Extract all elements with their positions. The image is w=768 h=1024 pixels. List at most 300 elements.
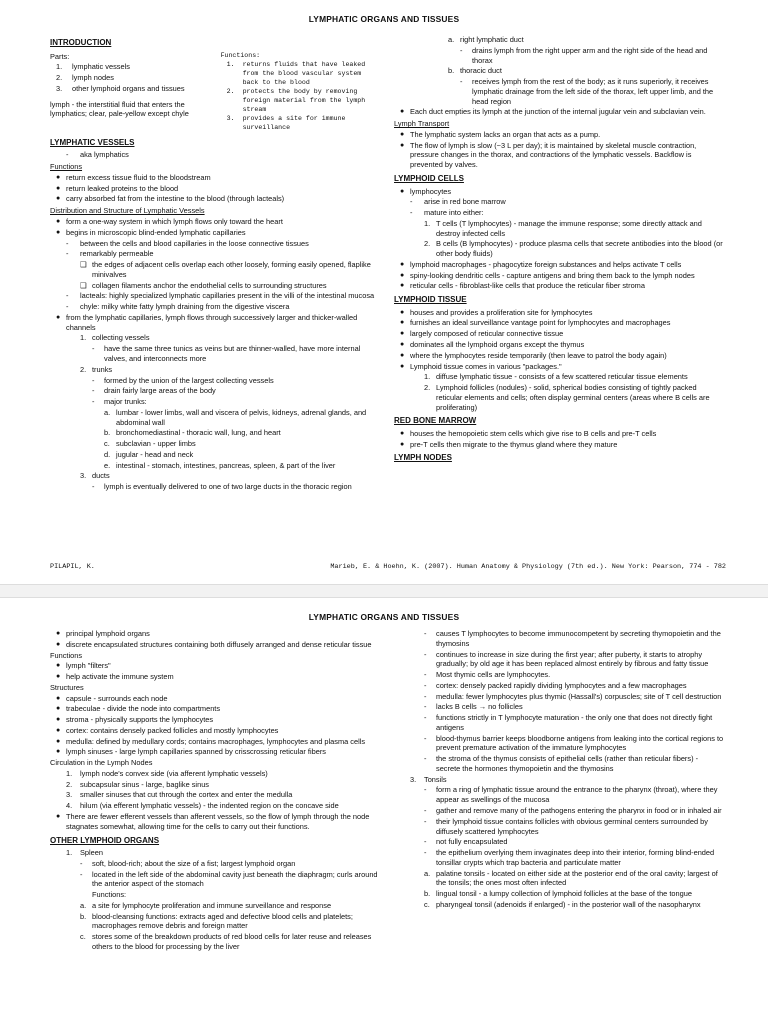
list-marker: - <box>424 691 427 701</box>
list-item <box>221 61 378 87</box>
list-item <box>394 889 724 899</box>
list-item <box>394 702 724 712</box>
list-marker: 1. <box>66 768 73 778</box>
list-item-text: cortex: contains densely packed follicles and mostly lymphocytes <box>66 725 279 735</box>
list-marker: a. <box>104 407 111 417</box>
list-item-text: lymph "filters" <box>66 661 111 671</box>
section-heading: LYMPHOID TISSUE <box>394 295 467 305</box>
list-item <box>50 801 378 811</box>
list-marker: ● <box>400 362 405 370</box>
list-marker: - <box>460 77 463 87</box>
list-item <box>394 440 724 450</box>
list-item <box>394 46 724 66</box>
list-item-text: chyle: milky white fatty lymph draining from the digestive viscera <box>80 302 290 312</box>
list-marker: ● <box>400 130 405 138</box>
list-marker: - <box>424 713 427 723</box>
list-marker: b. <box>80 911 87 921</box>
list-item-text: continues to increase in size during the first year; after puberty, it starts to atrophy gradually; by old age it has been replaced almost entirely by fibrous and fatty tissue <box>436 649 709 669</box>
parts-label: Parts: <box>50 51 70 61</box>
list-marker: - <box>460 45 463 55</box>
list-item <box>50 397 378 407</box>
list-item-text: palatine tonsils - located on either side at the posterior end of the oral cavity; largest of the tonsils; the ones most often infected <box>436 868 718 888</box>
list-marker: d. <box>104 449 111 459</box>
list-marker: - <box>424 806 427 816</box>
list-marker: ● <box>400 187 405 195</box>
list-item-text: major trunks: <box>104 397 147 407</box>
list-marker: 1. <box>66 848 73 858</box>
list-marker: - <box>424 702 427 712</box>
list-item <box>50 912 378 932</box>
list-item <box>394 900 724 910</box>
list-item-text: intestinal - stomach, intestines, pancreas, spleen, & part of the liver <box>116 460 336 470</box>
list-marker: ● <box>56 640 61 648</box>
list-item-text: causes T lymphocytes to become immunocompetent by secreting thymopoietin and the thymosins <box>436 629 721 648</box>
list-item <box>394 372 724 382</box>
list-marker: ● <box>56 313 61 321</box>
list-item-text: B cells (B lymphocytes) - produce plasma cells that secrete antibodies into the blood (or other body fluids) <box>436 239 723 259</box>
list-item-text: blood-thymus barrier keeps bloodborne antigens from leaking into the cortical regions to prevent premature activation of the immature lymphocytes <box>436 733 724 753</box>
list-item <box>50 715 378 725</box>
list-item-text: largely composed of reticular connective tissue <box>410 329 564 339</box>
list-marker: 3. <box>410 774 417 784</box>
list-marker: - <box>92 482 95 492</box>
page-title: LYMPHATIC ORGANS AND TISSUES <box>308 14 460 24</box>
list-marker: - <box>66 302 69 312</box>
list-marker: ● <box>400 351 405 359</box>
list-marker: c. <box>424 899 430 909</box>
list-item-text: help activate the immune system <box>66 672 174 682</box>
list-item <box>394 107 724 117</box>
list-item-text: arise in red bone marrow <box>424 197 506 207</box>
list-marker: ❑ <box>80 280 87 290</box>
subheading: Distribution and Structure of Lymphatic Vessels <box>50 206 205 216</box>
list-item-text: the epithelium overlying them invaginates deep into their interior, forming blind-ended tonsillar crypts which trap bacteria and particulate matter <box>436 848 715 867</box>
list-item-text: drains lymph from the right upper arm and the right side of the head and thorax <box>472 45 708 65</box>
list-item <box>394 713 724 733</box>
list-item <box>50 150 378 160</box>
list-item-text: return leaked proteins to the blood <box>66 183 179 193</box>
footer-author: PILAPIL, K. <box>50 563 95 571</box>
list-item <box>50 471 378 481</box>
list-item-text: the stroma of the thymus consists of epithelial cells (rather than reticular fibers) - secrete the hormones thymopoietin and the thymosins <box>436 754 699 773</box>
list-item-text: cortex: densely packed rapidly dividing lymphocytes and a few macrophages <box>436 680 687 690</box>
list-item <box>50 217 378 227</box>
list-item <box>50 461 378 471</box>
list-item <box>50 260 378 280</box>
list-item-text: collagen filaments anchor the endothelial cells to surrounding structures <box>92 280 327 290</box>
list-marker: a. <box>80 900 87 910</box>
list-item-text: lingual tonsil - a lumpy collection of lymphoid follicles at the base of the tongue <box>436 889 692 899</box>
list-marker: b. <box>424 889 431 899</box>
list-item <box>394 35 724 45</box>
list-item <box>394 650 724 670</box>
list-item-text: diffuse lymphatic tissue - consists of a few scattered reticular tissue elements <box>436 372 688 382</box>
list-item-text: Spleen <box>80 848 104 858</box>
list-item-text: stores some of the breakdown products of red blood cells for later reuse and releases others to the blood for processing by the liver <box>92 932 372 951</box>
list-item <box>50 450 378 460</box>
list-marker: ● <box>56 662 61 670</box>
list-item <box>394 869 724 889</box>
list-item <box>50 890 378 900</box>
list-item <box>394 681 724 691</box>
list-marker: ● <box>400 271 405 279</box>
list-item-text: medulla: fewer lymphocytes plus thymic (Hassall's) corpuscles; site of T cell destruction <box>436 691 722 701</box>
list-item <box>394 281 724 291</box>
section-heading: LYMPHATIC VESSELS <box>50 137 135 147</box>
list-marker: - <box>424 680 427 690</box>
list-item <box>394 260 724 270</box>
list-marker: 2. <box>80 364 87 374</box>
list-marker: 1. <box>56 62 63 72</box>
list-marker: ● <box>56 173 61 181</box>
list-item-text: a site for lymphocyte proliferation and immune surveillance and response <box>92 900 332 910</box>
list-marker: 1. <box>226 61 235 69</box>
list-item-text: houses the hemopoietic stem cells which give rise to B cells and pre-T cells <box>410 428 657 438</box>
list-item <box>50 704 378 714</box>
list-item <box>394 383 724 412</box>
list-item-text: blood-cleansing functions: extracts aged and defective blood cells and platelets; macrophages remove debris and foreign matter <box>92 911 353 931</box>
list-item-text: the edges of adjacent cells overlap each other loosely, forming easily opened, flaplike minivalves <box>92 260 371 279</box>
list-item-text: their lymphoid tissue contains follicles with obvious germinal centers surrounded by diffusely scattered lymphocytes <box>436 816 708 836</box>
list-item <box>394 239 724 259</box>
list-item <box>50 428 378 438</box>
list-marker: ● <box>56 228 61 236</box>
list-item-text: from the lymphatic capillaries, lymph flows through successively larger and thicker-walled channels <box>66 312 358 332</box>
list-marker: 2. <box>424 383 431 393</box>
list-item <box>50 737 378 747</box>
list-item <box>394 318 724 328</box>
list-item-text: provides a site for immune surveillance <box>242 115 346 132</box>
list-item-text: subclavian - upper limbs <box>116 439 196 449</box>
list-item <box>50 640 378 650</box>
list-marker: ● <box>400 141 405 149</box>
list-marker: - <box>424 754 427 764</box>
list-item-text: pre-T cells then migrate to the thymus gland where they mature <box>410 439 618 449</box>
list-marker: 1. <box>80 333 87 343</box>
page-separator <box>0 584 768 598</box>
list-marker: - <box>424 649 427 659</box>
list-item-text: Lymphoid tissue comes in various "packages." <box>410 361 562 371</box>
list-item <box>50 790 378 800</box>
list-item <box>50 365 378 375</box>
list-item <box>50 386 378 396</box>
list-item-text: located in the left side of the abdominal cavity just beneath the diaphragm; curls around the anterior aspect of the stomach <box>92 869 378 889</box>
list-marker: - <box>410 197 413 207</box>
list-item-text: right lymphatic duct <box>460 35 524 44</box>
list-item <box>394 351 724 361</box>
list-marker: - <box>424 785 427 795</box>
list-item <box>394 340 724 350</box>
list-item <box>50 870 378 890</box>
list-item-text: have the same three tunics as veins but are thinner-walled, have more internal valves, and interconnects more <box>104 344 361 363</box>
list-item <box>50 291 378 301</box>
list-item <box>50 747 378 757</box>
list-item-text: lymph sinuses - large lymph capillaries spanned by crisscrossing reticular fibers <box>66 747 327 757</box>
list-item-text: Most thymic cells are lymphocytes. <box>436 670 551 680</box>
list-item <box>394 219 724 239</box>
list-item <box>394 754 724 774</box>
list-marker <box>80 890 92 900</box>
list-marker: - <box>66 150 69 160</box>
list-item <box>50 194 378 204</box>
list-marker: ● <box>400 308 405 316</box>
list-marker: 1. <box>424 372 431 382</box>
list-item-text: trunks <box>92 364 113 374</box>
list-item <box>50 228 378 238</box>
list-item-text: remarkably permeable <box>80 249 154 259</box>
list-item-text: There are fewer efferent vessels than afferent vessels, so the flow of lymph through the node stagnates somewhat, allowing time for the cells to carry out their functions. <box>66 812 370 831</box>
list-item-text: not fully encapsulated <box>436 837 508 847</box>
list-item-text: protects the body by removing foreign material from the lymph stream <box>242 88 366 113</box>
list-item <box>50 726 378 736</box>
list-item <box>394 362 724 372</box>
list-item-text: form a one-way system in which lymph flows only toward the heart <box>66 217 283 227</box>
list-item-text: lymphatic vessels <box>72 62 130 72</box>
list-item <box>50 932 378 952</box>
list-item-text: gather and remove many of the pathogens entering the pharynx in food or in inhaled air <box>436 806 722 816</box>
list-item-text: lacks B cells → no follicles <box>436 702 523 712</box>
list-marker: ● <box>56 195 61 203</box>
list-marker: 2. <box>66 779 73 789</box>
list-marker: b. <box>104 428 111 438</box>
list-item-text: The lymphatic system lacks an organ that acts as a pump. <box>410 129 601 139</box>
left-column <box>50 34 378 493</box>
list-item <box>394 837 724 847</box>
list-item-text: lacteals: highly specialized lymphatic capillaries present in the villi of the intestinal mucosa <box>80 291 375 301</box>
list-marker: ● <box>56 737 61 745</box>
subheading: Circulation in the Lymph Nodes <box>50 758 153 768</box>
list-marker: ● <box>400 440 405 448</box>
section-heading: OTHER LYMPHOID ORGANS <box>50 835 160 845</box>
list-item-text: aka lymphatics <box>80 150 129 160</box>
list-item-text: lymphoid macrophages - phagocytize foreign substances and helps activate T cells <box>410 259 682 269</box>
list-item <box>50 694 378 704</box>
list-item-text: jugular - head and neck <box>116 449 194 459</box>
footer-citation: Marieb, E. & Hoehn, K. (2007). Human Anatomy & Physiology (7th ed.). New York: Pearson, 774 - 782 <box>330 563 726 571</box>
list-item <box>394 77 724 106</box>
page-2 <box>0 598 768 1024</box>
list-item-text: soft, blood-rich; about the size of a fist; largest lymphoid organ <box>92 858 296 868</box>
right-column <box>394 34 724 466</box>
list-marker: 2. <box>424 239 431 249</box>
subheading: Functions <box>50 162 83 172</box>
list-item-text: dominates all the lymphoid organs except the thymus <box>410 340 585 349</box>
list-item-text: pharyngeal tonsil (adenoids if enlarged) - in the posterior wall of the nasopharynx <box>436 899 701 909</box>
list-item <box>50 281 378 291</box>
list-marker: - <box>80 858 83 868</box>
list-item <box>394 806 724 816</box>
list-item-text: furnishes an ideal surveillance vantage point for lymphocytes and macrophages <box>410 318 671 328</box>
list-item <box>50 313 378 333</box>
list-item-text: principal lymphoid organs <box>66 629 150 638</box>
list-item-text: Functions: <box>92 890 127 900</box>
list-marker: ● <box>56 748 61 756</box>
list-item <box>394 66 724 76</box>
list-marker: 2. <box>56 73 63 83</box>
list-marker: a. <box>448 35 455 44</box>
list-marker: - <box>424 816 427 826</box>
list-item <box>50 184 378 194</box>
list-item-text: Tonsils <box>424 774 447 784</box>
list-item <box>50 672 378 682</box>
list-marker: ● <box>400 341 405 348</box>
list-marker: c. <box>80 932 86 942</box>
list-item <box>50 73 207 83</box>
list-marker: e. <box>104 460 111 470</box>
list-item-text: discrete encapsulated structures containing both diffusely arranged and dense reticular tissue <box>66 639 372 649</box>
list-item-text: houses and provides a proliferation site for lymphocytes <box>410 307 593 317</box>
list-item-text: capsule - surrounds each node <box>66 693 168 703</box>
list-item-text: smaller sinuses that cut through the cortex and enter the medulla <box>80 790 293 800</box>
section-heading: LYMPH NODES <box>394 453 452 463</box>
list-item <box>50 239 378 249</box>
list-item <box>50 344 378 364</box>
list-marker: 4. <box>66 801 73 811</box>
list-item <box>50 812 378 832</box>
list-item <box>50 780 378 790</box>
list-item <box>394 775 724 785</box>
list-marker: ● <box>400 330 405 338</box>
list-item-text: returns fluids that have leaked from the blood vascular system back to the blood <box>242 61 366 86</box>
list-marker: 3. <box>226 115 235 123</box>
list-marker: ● <box>56 630 61 637</box>
section-heading: LYMPHOID CELLS <box>394 173 464 183</box>
list-item-text: subcapsular sinus - large, baglike sinus <box>80 779 209 789</box>
list-item <box>50 249 378 259</box>
list-item-text: stroma - physically supports the lymphocytes <box>66 715 214 725</box>
list-item <box>50 661 378 671</box>
list-marker: 1. <box>424 218 431 228</box>
list-item-text: formed by the union of the largest collecting vessels <box>104 375 274 385</box>
section-heading: RED BONE MARROW <box>394 416 477 426</box>
list-item-text: functions strictly in T lymphocyte maturation - the only one that does not directly fight antigens <box>436 713 713 732</box>
list-item <box>394 329 724 339</box>
list-marker: a. <box>424 868 431 878</box>
list-item <box>394 692 724 702</box>
list-item <box>50 62 207 72</box>
list-marker: - <box>424 733 427 743</box>
list-marker: ❑ <box>80 260 87 270</box>
left-column <box>50 628 378 953</box>
list-item <box>50 769 378 779</box>
list-item <box>50 173 378 183</box>
list-marker: ● <box>400 108 405 116</box>
subheading: Functions <box>50 650 83 660</box>
list-marker: - <box>80 869 83 879</box>
list-item <box>50 859 378 869</box>
list-item <box>50 482 378 492</box>
functions-label: Functions: <box>220 51 261 59</box>
list-marker: - <box>66 249 69 259</box>
list-marker: 3. <box>80 471 87 481</box>
list-item <box>394 141 724 170</box>
list-item-text: receives lymph from the rest of the body; as it runs superiorly, it receives lymphatic drainage from the left side of the thorax, left upper limb, and the head region <box>472 77 714 106</box>
list-marker: ● <box>56 218 61 226</box>
list-item-text: reticular cells - fibroblast-like cells that produce the reticular fiber stroma <box>410 281 645 291</box>
list-item <box>50 376 378 386</box>
list-item-text: lymph is eventually delivered to one of two large ducts in the thoracic region <box>104 482 352 492</box>
list-item-text: mature into either: <box>424 208 484 218</box>
list-marker: ● <box>56 705 61 713</box>
list-marker: ● <box>56 694 61 702</box>
list-marker: - <box>424 848 427 858</box>
list-item-text: between the cells and blood capillaries in the loose connective tissues <box>80 238 309 248</box>
list-item-text: return excess tissue fluid to the bloodstream <box>66 172 211 182</box>
list-marker: b. <box>448 66 455 76</box>
list-item <box>394 271 724 281</box>
list-item-text: trabeculae - divide the node into compartments <box>66 704 221 714</box>
list-item <box>50 84 207 94</box>
list-item-text: ducts <box>92 471 110 481</box>
list-item-text: T cells (T lymphocytes) - manage the immune response; some directly attack and destroy infected cells <box>436 218 702 238</box>
list-marker: - <box>92 375 95 385</box>
list-item-text: carry absorbed fat from the intestine to the blood (through lacteals) <box>66 194 285 204</box>
list-item <box>50 408 378 428</box>
list-marker: ● <box>56 673 61 681</box>
list-marker: - <box>66 238 69 248</box>
list-item <box>394 817 724 837</box>
page-footer <box>50 563 726 572</box>
functions-box <box>221 51 378 134</box>
list-item <box>50 302 378 312</box>
list-item-text: medulla: defined by medullary cords; contains macrophages, lymphocytes and plasma cells <box>66 736 366 746</box>
list-item <box>394 130 724 140</box>
right-column <box>394 628 724 911</box>
list-item <box>394 429 724 439</box>
introduction-grid <box>50 51 378 134</box>
subheading: Lymph Transport <box>394 119 450 129</box>
list-item-text: where the lymphocytes reside temporarily (then leave to patrol the body again) <box>410 350 667 360</box>
list-item-text: lumbar - lower limbs, wall and viscera of pelvis, kidneys, adrenal glands, and abdominal wall <box>116 407 367 427</box>
list-item-text: hilum (via efferent lymphatic vessels) - the indented region on the concave side <box>80 801 339 811</box>
section-heading: INTRODUCTION <box>50 38 112 47</box>
list-item <box>50 439 378 449</box>
parts-box <box>50 51 207 134</box>
list-marker: ● <box>400 319 405 327</box>
list-marker: - <box>424 837 427 847</box>
list-marker: 3. <box>56 83 63 93</box>
list-item-text: spiny-looking dendritic cells - capture antigens and bring them back to the lymph nodes <box>410 270 695 280</box>
list-marker: - <box>424 629 427 638</box>
list-marker: ● <box>56 813 61 821</box>
list-marker: ● <box>56 726 61 734</box>
list-item-text: bronchomediastinal - thoracic wall, lung, and heart <box>116 428 281 438</box>
list-item <box>394 187 724 197</box>
list-marker: ● <box>56 184 61 192</box>
list-marker: - <box>410 208 413 218</box>
list-item <box>394 197 724 207</box>
list-item <box>221 115 378 132</box>
list-item <box>394 308 724 318</box>
list-item <box>50 333 378 343</box>
list-item <box>50 848 378 858</box>
list-item-text: lymphocytes <box>410 186 452 196</box>
list-item-text: collecting vessels <box>92 333 150 343</box>
list-item <box>394 734 724 754</box>
list-marker: ● <box>400 429 405 437</box>
subheading: Structures <box>50 682 84 692</box>
list-marker: ● <box>56 716 61 724</box>
list-item <box>50 629 378 639</box>
list-marker: ● <box>400 260 405 268</box>
list-item-text: drain fairly large areas of the body <box>104 386 216 396</box>
list-item <box>394 848 724 868</box>
list-item <box>221 88 378 114</box>
page-title: LYMPHATIC ORGANS AND TISSUES <box>308 612 460 622</box>
list-marker: 2. <box>226 88 235 96</box>
list-marker: - <box>92 397 95 407</box>
list-item-text: form a ring of lymphatic tissue around the entrance to the pharynx (throat), where they appear as swellings of the mucosa <box>436 785 718 805</box>
